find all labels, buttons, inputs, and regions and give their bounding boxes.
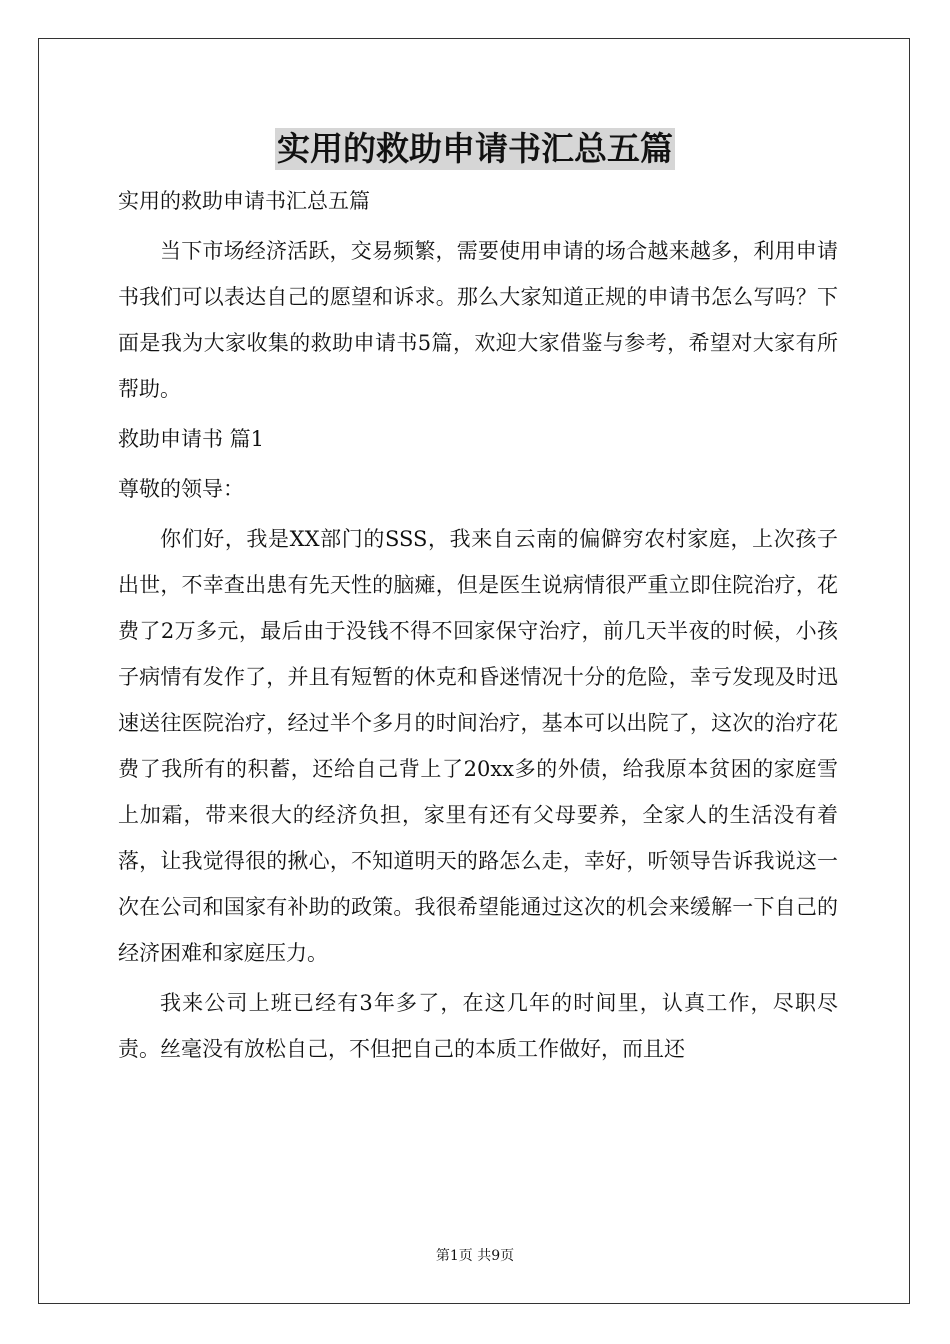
title-container [0,128,950,170]
document-body [118,178,838,1072]
document-title: 实用的救助申请书汇总五篇 [277,129,673,168]
intro-paragraph: 当下市场经济活跃，交易频繁，需要使用申请的场合越来越多，利用申请书我们可以表达自己的愿望和诉求。那么大家知道正规的申请书怎么写吗？下面是我为大家收集的救助申请书5篇，欢迎大家借鉴与参考，希望对大家有所帮助。 [118,239,838,401]
body-paragraph-2: 我来公司上班已经有3年多了，在这几年的时间里，认真工作，尽职尽责。丝毫没有放松自己，不但把自己的本质工作做好，而且还 [118,991,838,1061]
body-paragraph-1: 你们好，我是XX部门的SSS，我来自云南的偏僻穷农村家庭，上次孩子出世，不幸查出患有先天性的脑瘫，但是医生说病情很严重立即住院治疗，花费了2万多元，最后由于没钱不得不回家保守治疗，前几天半夜的时候，小孩子病情有发作了，并且有短暂的休克和昏迷情况十分的危险，幸亏发现及时迅速送往医院治疗，经过半个多月的时间治疗，基本可以出院了，这次的治疗花费了我所有的积蓄，还给自己背上了20xx多的外债，给我原本贫困的家庭雪上加霜，带来很大的经济负担，家里有还有父母要养，全家人的生活没有着落，让我觉得很的揪心，不知道明天的路怎么走，幸好，听领导告诉我说这一次在公司和国家有补助的政策。我很希望能通过这次的机会来缓解一下自己的经济困难和家庭压力。 [118,527,838,965]
page-number: 第1页 共9页 [435,1248,515,1264]
page-footer [0,1247,950,1265]
document-subtitle: 实用的救助申请书汇总五篇 [118,189,370,213]
salutation: 尊敬的领导： [118,477,244,501]
section-heading: 救助申请书 篇1 [118,427,265,451]
